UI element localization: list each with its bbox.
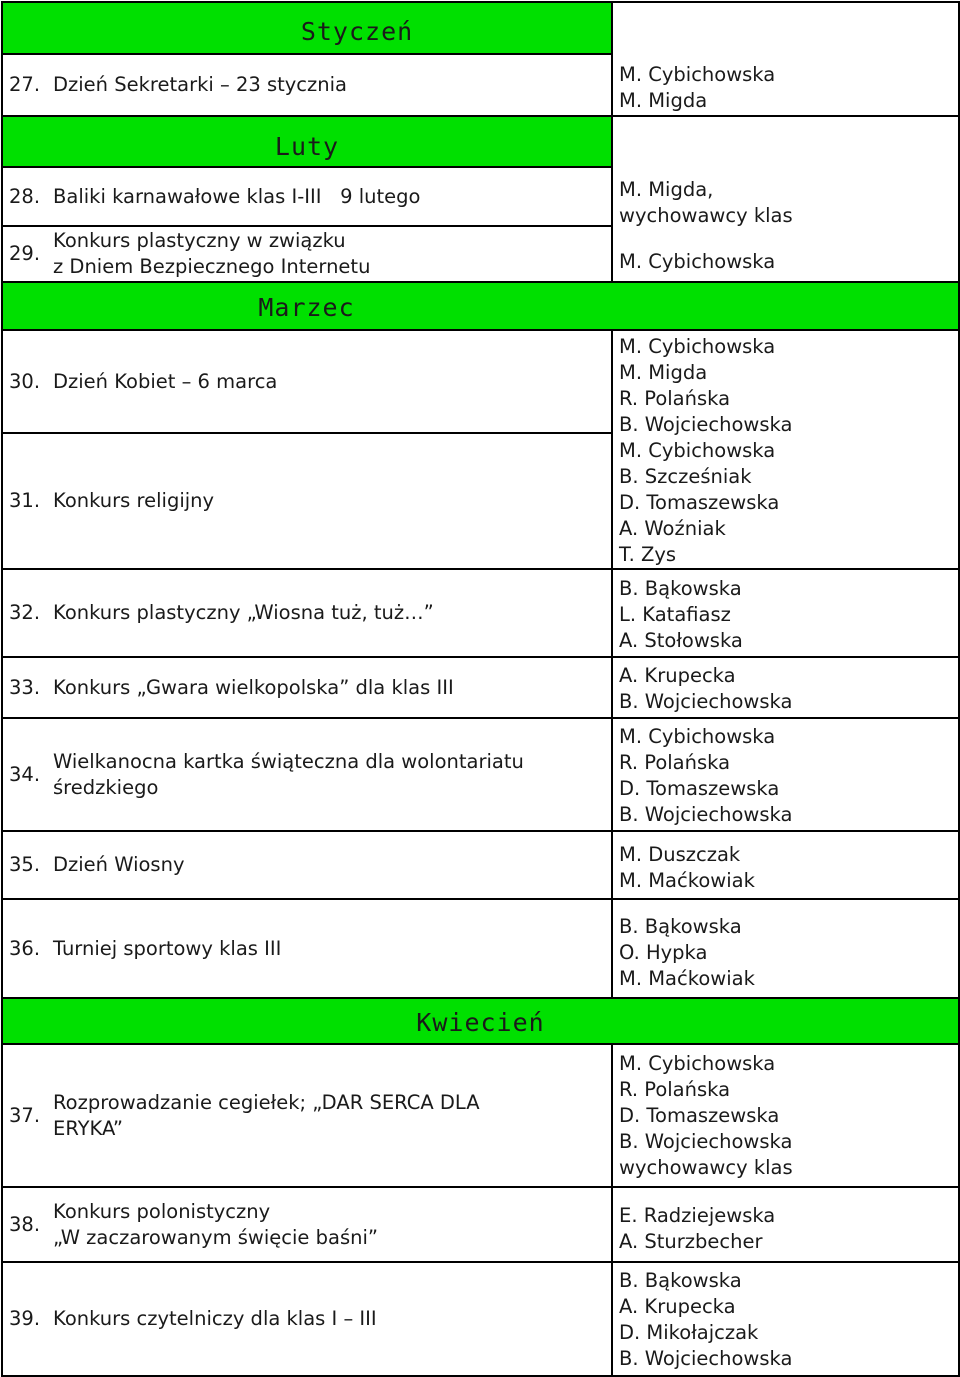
person: A. Krupecka bbox=[619, 664, 736, 687]
month-label: Kwiecień bbox=[416, 1008, 545, 1037]
title-line: Konkurs „Gwara wielkopolska” dla klas III bbox=[53, 675, 454, 699]
event-33-title bbox=[51, 657, 612, 718]
event-number: 36. bbox=[2, 899, 51, 998]
event-row-39 bbox=[2, 1262, 959, 1376]
event-number: 35. bbox=[2, 831, 51, 899]
person: B. Bąkowska bbox=[619, 1268, 742, 1292]
title-line: Wielkanocna kartka świąteczna dla wolontariatu bbox=[53, 749, 524, 773]
title-line: Rozprowadzanie cegiełek; „DAR SERCA DLA bbox=[53, 1090, 480, 1114]
title-line: Dzień Sekretarki – 23 stycznia bbox=[53, 73, 347, 96]
month-header-luty bbox=[2, 116, 612, 167]
event-number: 38. bbox=[2, 1187, 51, 1262]
title-line: Konkurs plastyczny „Wiosna tuż, tuż…” bbox=[53, 601, 434, 624]
person: A. Stołowska bbox=[619, 628, 743, 652]
month-label: Luty bbox=[274, 131, 340, 161]
event-37-people bbox=[612, 1044, 959, 1187]
person: A. Krupecka bbox=[619, 1294, 736, 1318]
event-row-35 bbox=[2, 831, 959, 899]
event-30-31-people bbox=[612, 330, 959, 569]
event-number: 37. bbox=[2, 1044, 51, 1187]
event-number: 33. bbox=[2, 657, 51, 718]
month-label: Styczeń bbox=[300, 17, 414, 46]
title-line: ERYKA” bbox=[53, 1116, 124, 1140]
event-32-title bbox=[51, 569, 612, 657]
event-36-people bbox=[612, 899, 959, 998]
person: A. Woźniak bbox=[619, 516, 726, 540]
person: B. Bąkowska bbox=[619, 914, 742, 938]
person: T. Zys bbox=[619, 542, 677, 566]
event-33-people bbox=[612, 657, 959, 718]
event-38-people bbox=[612, 1187, 959, 1262]
event-number: 39. bbox=[2, 1262, 51, 1376]
event-31-title bbox=[51, 433, 612, 569]
title-line: z Dniem Bezpiecznego Internetu bbox=[53, 255, 371, 278]
person: M. Cybichowska bbox=[619, 250, 776, 273]
event-number: 27. bbox=[2, 54, 51, 116]
month-header-styczen bbox=[2, 2, 612, 54]
event-27-people bbox=[612, 2, 959, 116]
person: A. Sturzbecher bbox=[619, 1230, 763, 1253]
person: D. Mikołajczak bbox=[619, 1320, 759, 1344]
person: O. Hypka bbox=[619, 940, 708, 964]
event-number: 29. bbox=[2, 226, 51, 282]
event-34-title bbox=[51, 718, 612, 831]
person: R. Polańska bbox=[619, 386, 731, 410]
event-37-title bbox=[51, 1044, 612, 1187]
event-row-32 bbox=[2, 569, 959, 657]
event-number: 34. bbox=[2, 718, 51, 831]
event-row-36 bbox=[2, 899, 959, 998]
event-32-people bbox=[612, 569, 959, 657]
title-line: Konkurs czytelniczy dla klas I – III bbox=[53, 1307, 377, 1330]
person: M. Migda bbox=[619, 360, 708, 384]
month-header-row bbox=[2, 998, 959, 1044]
person: M. Cybichowska bbox=[619, 63, 776, 86]
event-28-29-people bbox=[612, 116, 959, 282]
title-line: Baliki karnawałowe klas I-III 9 lutego bbox=[53, 184, 421, 208]
event-row-33 bbox=[2, 657, 959, 718]
person: D. Tomaszewska bbox=[619, 490, 780, 514]
person: B. Wojciechowska bbox=[619, 412, 793, 436]
event-number: 28. bbox=[2, 167, 51, 226]
person: D. Tomaszewska bbox=[619, 776, 780, 800]
person: M. Cybichowska bbox=[619, 438, 776, 462]
person: M. Maćkowiak bbox=[619, 869, 755, 892]
event-29-title bbox=[51, 226, 612, 282]
month-header-row bbox=[2, 282, 959, 330]
event-39-people bbox=[612, 1262, 959, 1376]
title-line: Turniej sportowy klas III bbox=[53, 936, 282, 960]
title-line: Konkurs religijny bbox=[53, 489, 215, 512]
event-row-30 bbox=[2, 330, 959, 433]
person: M. Duszczak bbox=[619, 843, 741, 866]
title-line: Konkurs plastyczny w związku bbox=[53, 229, 346, 252]
person: D. Tomaszewska bbox=[619, 1104, 780, 1127]
person: wychowawcy klas bbox=[619, 1156, 793, 1179]
person: B. Bąkowska bbox=[619, 576, 742, 600]
month-header-kwiecien bbox=[2, 998, 959, 1044]
person: B. Wojciechowska bbox=[619, 690, 793, 713]
event-row-37 bbox=[2, 1044, 959, 1187]
event-30-title bbox=[51, 330, 612, 433]
month-header-marzec bbox=[2, 282, 959, 330]
event-38-title bbox=[51, 1187, 612, 1262]
person: E. Radziejewska bbox=[619, 1204, 776, 1227]
event-number: 31. bbox=[2, 433, 51, 569]
event-35-people bbox=[612, 831, 959, 899]
person: M. Cybichowska bbox=[619, 724, 776, 748]
event-28-title bbox=[51, 167, 612, 226]
schedule-table bbox=[1, 1, 960, 1377]
month-header-row bbox=[2, 116, 959, 167]
event-36-title bbox=[51, 899, 612, 998]
title-line: średzkiego bbox=[53, 775, 159, 799]
event-number: 32. bbox=[2, 569, 51, 657]
title-line: „W zaczarowanym święcie baśni” bbox=[53, 1225, 378, 1249]
title-line: Dzień Wiosny bbox=[53, 853, 185, 876]
month-label: Marzec bbox=[258, 293, 355, 322]
person: B. Wojciechowska bbox=[619, 1130, 793, 1153]
person: M. Cybichowska bbox=[619, 1052, 776, 1075]
person: B. Szcześniak bbox=[619, 464, 752, 488]
title-line: Dzień Kobiet – 6 marca bbox=[53, 369, 278, 393]
event-number: 30. bbox=[2, 330, 51, 433]
title-line: Konkurs polonistyczny bbox=[53, 1199, 271, 1223]
month-header-row bbox=[2, 2, 959, 54]
person: R. Polańska bbox=[619, 1078, 731, 1101]
person: M. Cybichowska bbox=[619, 334, 776, 358]
person: R. Polańska bbox=[619, 750, 731, 774]
person: M. Migda bbox=[619, 89, 708, 112]
person: L. Katafiasz bbox=[619, 602, 731, 626]
event-row-34 bbox=[2, 718, 959, 831]
event-27-title bbox=[51, 54, 612, 116]
person: B. Wojciechowska bbox=[619, 1346, 793, 1370]
event-34-people bbox=[612, 718, 959, 831]
person: B. Wojciechowska bbox=[619, 802, 793, 826]
event-39-title bbox=[51, 1262, 612, 1376]
person: M. Maćkowiak bbox=[619, 966, 755, 990]
event-row-38 bbox=[2, 1187, 959, 1262]
event-35-title bbox=[51, 831, 612, 899]
person: wychowawcy klas bbox=[619, 204, 793, 227]
person: M. Migda, bbox=[619, 178, 714, 201]
